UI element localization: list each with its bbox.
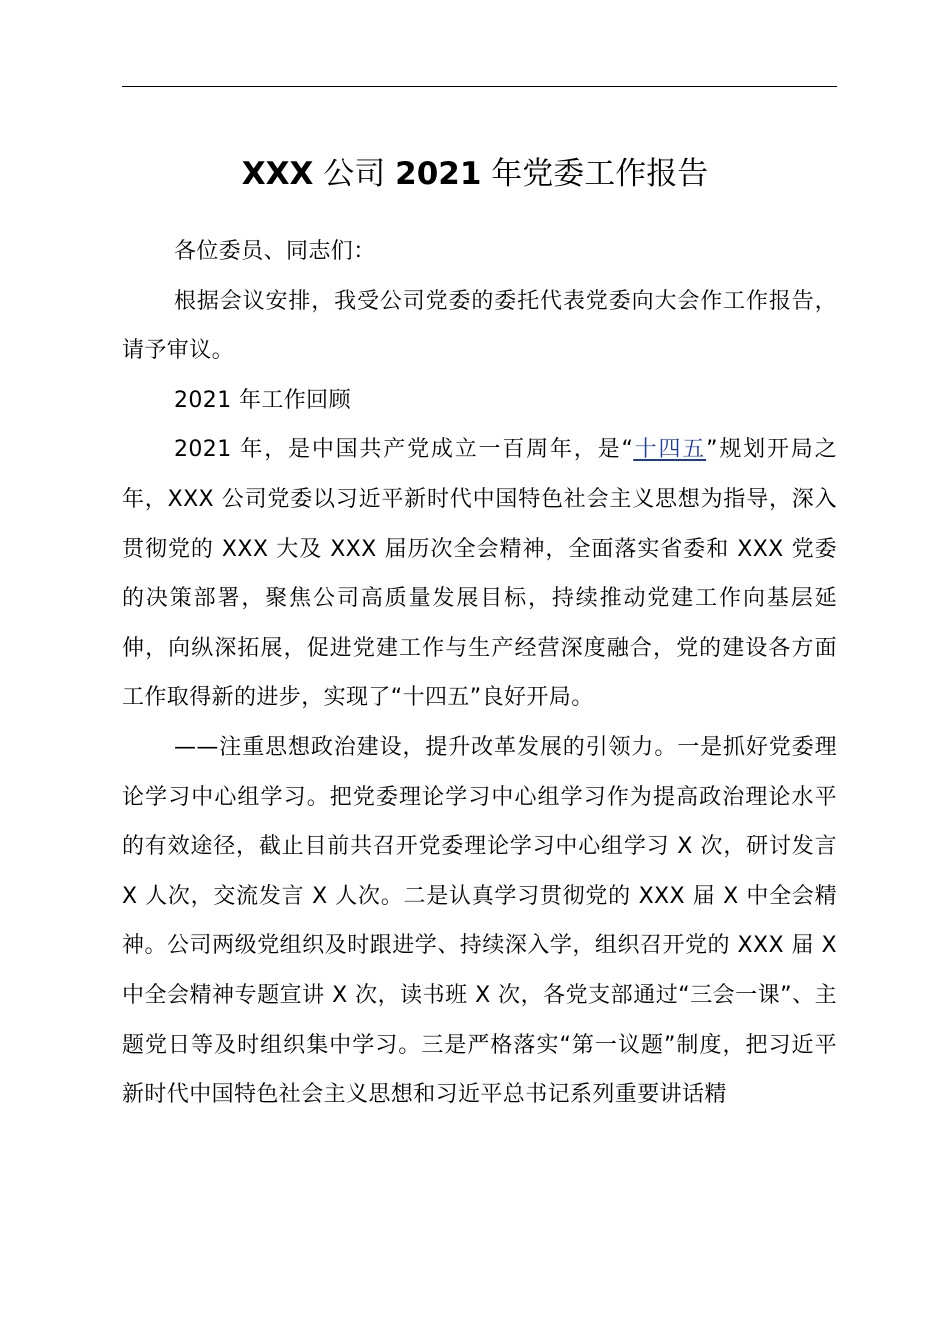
document-title: [0, 150, 950, 198]
document-body: [122, 227, 837, 1120]
section-heading: 2021 年工作回顾: [174, 387, 351, 413]
review-text-after-link: ”规划开局之年，XXX 公司党委以习近平新时代中国特色社会主义思想为指导，深入贯彻党的 XXX 大及 XXX 届历次全会精神，全面落实省委和 XXX 党委的决策部署，聚焦公司高质量发展目标，持续推动党建工作向基层延伸，向纵深拓展，促进党建工作与生产经营深度融合，党的建设各方面工作取得新的进步，实现了“十四五”良好开局。: [122, 437, 837, 711]
title-part-report: 年党委工作报告: [481, 156, 709, 192]
opening-paragraph: 根据会议安排，我受公司党委的委托代表党委向大会作工作报告，请予审议。: [122, 288, 837, 364]
title-part-year: 2021: [395, 156, 482, 192]
fourteenth-five-year-link[interactable]: 十四五: [633, 437, 707, 463]
title-part-company-code: XXX: [241, 156, 314, 192]
review-text-before-link: 2021 年，是中国共产党成立一百周年，是“: [174, 437, 634, 463]
review-paragraph: [122, 425, 837, 723]
header-rule: [122, 86, 837, 87]
political-building-paragraph: ——注重思想政治建设，提升改革发展的引领力。一是抓好党委理论学习中心组学习。把党委理论学习中心组学习作为提高政治理论水平的有效途径，截止目前共召开党委理论学习中心组学习 X 次，研讨发言 X 人次，交流发言 X 人次。二是认真学习贯彻党的 XXX 届 X 中全会精神。公司两级党组织及时跟进学、持续深入学，组织召开党的 XXX 届 X 中全会精神专题宣讲 X 次，读书班 X 次，各党支部通过“三会一课”、主题党日等及时组织集中学习。三是严格落实“第一议题”制度，把习近平新时代中国特色社会主义思想和习近平总书记系列重要讲话精: [122, 734, 837, 1108]
salutation: 各位委员、同志们：: [174, 239, 376, 264]
title-part-company: 公司: [313, 156, 396, 192]
